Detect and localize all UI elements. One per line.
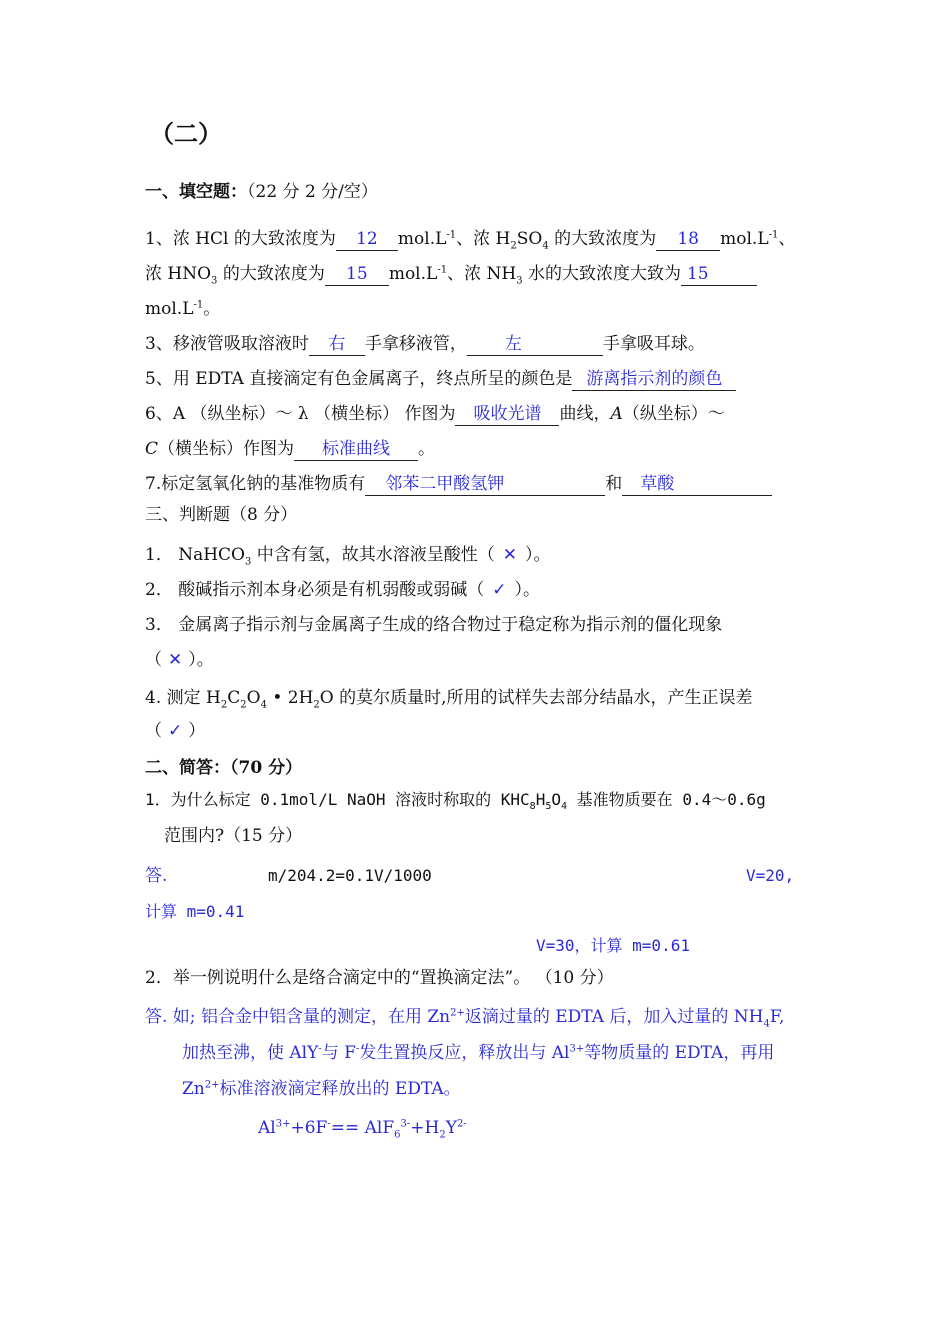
judgement-4-line-2: （ ✓ ） xyxy=(145,721,206,741)
answer-blank: 左 xyxy=(467,333,603,356)
question-1-line-3: $mol.L^{-1}$。 xyxy=(145,299,221,319)
answer-blank: 吸收光谱 xyxy=(455,403,559,426)
check-mark-icon: ✓ xyxy=(492,580,507,600)
question-7: 7.标定氢氧化钠的基准物质有 邻苯二甲酸氢钾 和 草酸 xyxy=(145,472,772,496)
section-fill-in xyxy=(145,180,378,204)
judgement-2: 2． 酸碱指示剂本身必须是有机弱酸或弱碱（ ✓ ）。 xyxy=(145,580,540,600)
answer-1-v30: V=30，计算 m=0.61 xyxy=(536,936,690,955)
answer-2-line-2: 加热至沸，使 AlY-与 F-发生置换反应，释放出与 $Al^{3+}$等物质量的 EDTA，再用 xyxy=(182,1043,775,1063)
question-5: 5、用 EDTA 直接滴定有色金属离子，终点所呈的颜色是 游离指示剂的颜色 xyxy=(145,367,736,391)
answer-2-equation: $Al^{3+}+6F^-== AlF_6^{3-}+H_2Y^{2-}$ xyxy=(258,1118,467,1141)
judgement-3-line-1: 3． 金属离子指示剂与金属离子生成的络合物过于稳定称为指示剂的僵化现象 xyxy=(145,615,723,635)
section-heading: 一、填空题： xyxy=(145,182,247,202)
answer-blank: 右 xyxy=(309,333,365,356)
answer-blank: 18 xyxy=(656,228,720,251)
short-question-1-line-2: 范围内?（15 分） xyxy=(164,826,303,846)
section-score: （22 分 2 分/空） xyxy=(247,182,378,202)
answer-2-line-1: 答. 如; 铝合金中铝含量的测定，在用 $Zn^{2+}$返滴过量的 EDTA 后，加入过量的 $NH_4F$, xyxy=(145,1007,785,1030)
answer-1-m041: 计算 m=0.41 xyxy=(145,902,245,921)
section-true-false: 三、判断题（8 分） xyxy=(145,505,298,525)
check-mark-icon: ✓ xyxy=(168,721,183,741)
answer-blank: 游离指示剂的颜色 xyxy=(572,368,736,391)
answer-blank: 15 xyxy=(325,263,389,286)
answer-1-label: 答. xyxy=(145,866,168,886)
question-3: 3、移液管吸取溶液时 右 手拿移液管， 左 手拿吸耳球。 xyxy=(145,334,705,354)
judgement-4-line-1: 4. 测定 $H_2C_2O_4$ • $2H_2O$ 的莫尔质量时,所用的试样失去部分结晶水，产生正误差 xyxy=(145,688,753,711)
answer-blank: 标准曲线 xyxy=(294,438,418,461)
cross-mark-icon: ✕ xyxy=(502,545,518,565)
question-6-line-2: C（横坐标）作图为 标准曲线 。 xyxy=(145,439,436,459)
answer-2-line-3: $Zn^{2+}$标准溶液滴定释放出的 EDTA。 xyxy=(182,1079,461,1099)
question-1-line-1: 1、浓 HCl 的大致浓度为 12 $mol.L^{-1}$、浓 $H_2SO_4$ 的大致浓度为 18 $mol.L^{-1}$、 xyxy=(145,229,796,252)
answer-blank: 12 xyxy=(336,228,398,251)
answer-blank: 邻苯二甲酸氢钾 xyxy=(365,473,605,496)
question-1-line-2: 浓 $HNO_3$ 的大致浓度为 15 $mol.L^{-1}$、浓 $NH_3$ 水的大致浓度大致为 15 xyxy=(145,262,757,286)
section-short-answer: 二、简答：（70 分） xyxy=(145,758,303,778)
answer-blank: 草酸 xyxy=(622,473,772,496)
cross-mark-icon: ✕ xyxy=(168,650,183,670)
question-6-line-1: 6、A （纵坐标）～ λ （横坐标） 作图为 吸收光谱 曲线，A（纵坐标）～ xyxy=(145,404,725,424)
answer-1-v20: V=20, xyxy=(746,866,795,885)
answer-1-formula: m/204.2=0.1V/1000 xyxy=(268,866,432,885)
short-question-2: 2．举一例说明什么是络合滴定中的“置换滴定法”。 （10 分） xyxy=(145,968,614,988)
judgement-1: 1． NaHCO$_3$ 中含有氢，故其水溶液呈酸性（ ✕ ）。 xyxy=(145,545,551,568)
answer-blank: 15 xyxy=(681,263,757,286)
short-question-1-line-1: 1．为什么标定 0.1mol/L NaOH 溶液时称取的 $KHC_8H_5O_4$ 基准物质要在 0.4～0.6g xyxy=(145,790,766,813)
judgement-3-line-2: （ ✕ ）。 xyxy=(145,650,214,670)
page-title: （二） xyxy=(150,119,222,148)
